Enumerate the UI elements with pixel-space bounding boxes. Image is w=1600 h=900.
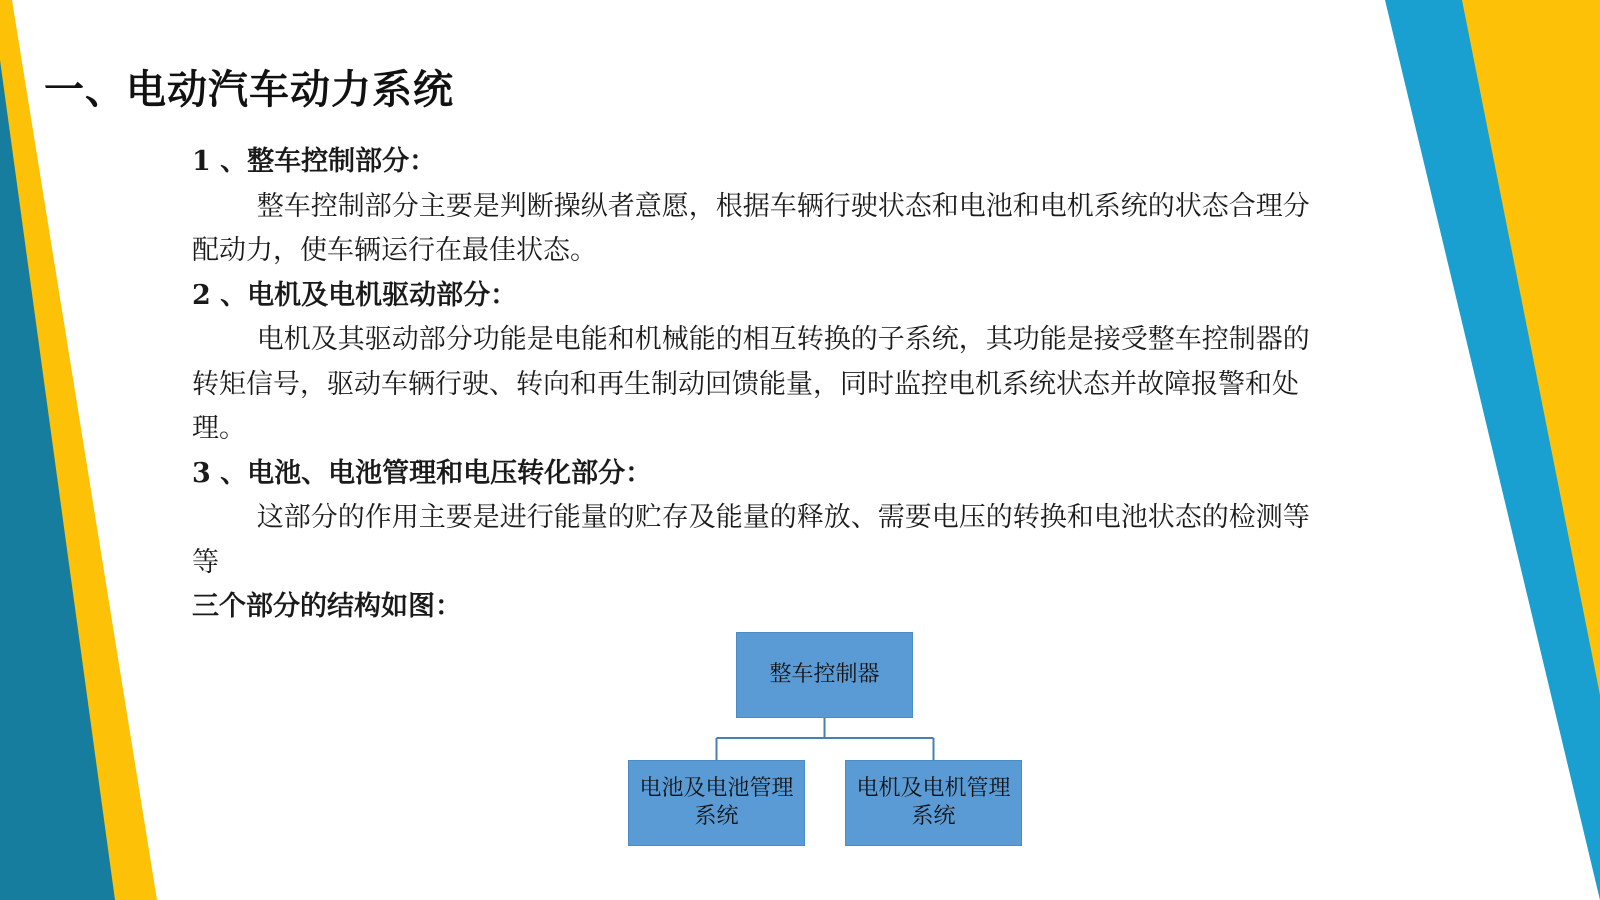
diagram-node-motor-system: 电机及电机管理系统 <box>845 760 1022 846</box>
diagram-node-battery-system: 电池及电池管理系统 <box>628 760 805 846</box>
section-body-battery: 这部分的作用主要是进行能量的贮存及能量的释放、需要电压的转换和电池状态的检测等等 <box>192 502 1310 578</box>
slide-title: 一、电动汽车动力系统 <box>44 67 454 113</box>
section-body-vehicle-control: 整车控制部分主要是判断操纵者意愿，根据车辆行驶状态和电池和电机系统的状态合理分配动力，使车辆运行在最佳状态。 <box>192 190 1310 266</box>
section-heading-battery: 3 、电池、电池管理和电压转化部分： <box>192 457 653 489</box>
structure-label: 三个部分的结构如图： <box>192 591 462 622</box>
section-heading-motor-drive: 2 、电机及电机驱动部分： <box>192 279 518 311</box>
connector-lines <box>717 718 934 760</box>
section-body-motor-drive: 电机及其驱动部分功能是电能和机械能的相互转换的子系统，其功能是接受整车控制器的转矩信号，驱动车辆行驶、转向和再生制动回馈能量，同时监控电机系统状态并故障报警和处理。 <box>192 324 1310 444</box>
diagram-node-vehicle-controller: 整车控制器 <box>736 632 913 718</box>
section-heading-vehicle-control: 1 、整车控制部分： <box>192 146 437 177</box>
